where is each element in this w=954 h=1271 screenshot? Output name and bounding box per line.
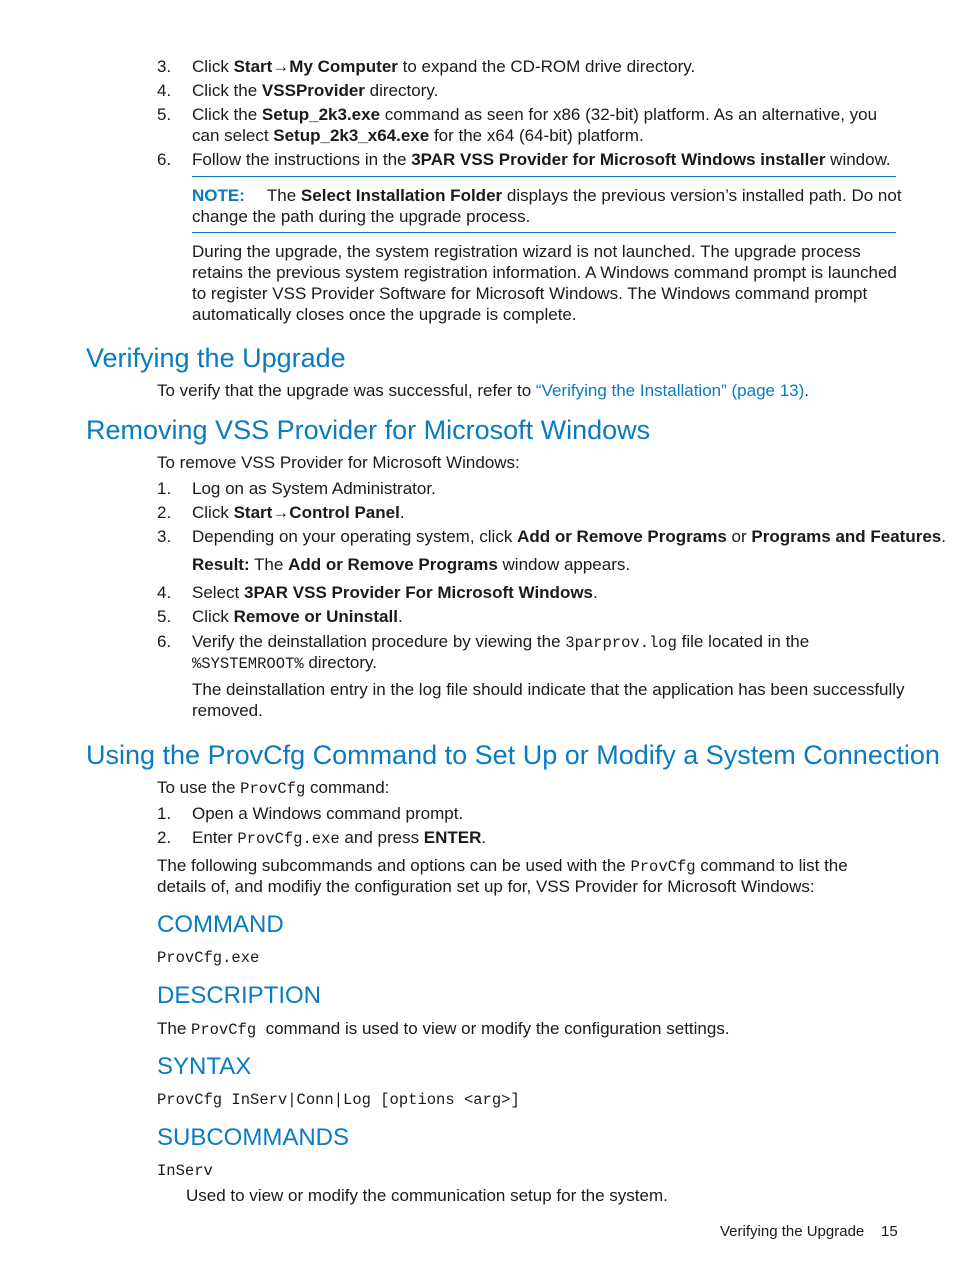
step-5-text: Click the Setup_2k3.exe command as seen for x86 (32-bit) platform. As an alternative, you: [192, 105, 878, 124]
heading-using-provcfg: Using the ProvCfg Command to Set Up or Modify a System Connection: [86, 740, 940, 770]
step-number: 4.: [157, 81, 172, 100]
step-3-text: Click Start→My Computer to expand the CD-ROM drive directory.: [192, 57, 696, 76]
heading-syntax: SYNTAX: [157, 1053, 252, 1080]
step-number: 5.: [157, 607, 172, 626]
provcfg-step-2: Enter ProvCfg.exe and press ENTER.: [192, 828, 487, 848]
log-file-code: 3parprov.log: [565, 634, 677, 652]
step-number: 1.: [157, 804, 172, 823]
subcommand-inserv-text: Used to view or modify the communication setup for the system.: [186, 1186, 668, 1205]
heading-removing-vss-provider: Removing VSS Provider for Microsoft Windows: [86, 415, 651, 445]
step-6-text: Follow the instructions in the 3PAR VSS Provider for Microsoft Windows installer window.: [192, 150, 891, 169]
note-line-1: NOTE: The Select Installation Folder displays the previous version’s installed path. Do not: [192, 186, 902, 205]
step-number: 1.: [157, 479, 172, 498]
remove-step-5: Click Remove or Uninstall.: [192, 607, 403, 626]
step-number: 2.: [157, 828, 172, 847]
step-number: 3.: [157, 527, 172, 546]
remove-step-4: Select 3PAR VSS Provider For Microsoft Windows.: [192, 583, 598, 602]
note-top-rule: [192, 176, 896, 177]
provcfg-step-1: Open a Windows command prompt.: [192, 804, 464, 823]
syntax-code: ProvCfg InServ|Conn|Log [options <arg>]: [157, 1091, 520, 1109]
note-bottom-rule: [192, 232, 896, 233]
provcfg-paragraph: The following subcommands and options can be used with the ProvCfg command to list the: [157, 856, 848, 876]
note-line-2: change the path during the upgrade process.: [192, 207, 531, 226]
step-4-text: Click the VSSProvider directory.: [192, 81, 439, 100]
remove-intro: To remove VSS Provider for Microsoft Windows:: [157, 453, 520, 472]
verifying-installation-link[interactable]: “Verifying the Installation” (page 13): [535, 381, 805, 400]
heading-command: COMMAND: [157, 911, 284, 938]
remove-step-2: Click Start→Control Panel.: [192, 503, 405, 522]
step-number: 4.: [157, 583, 172, 602]
heading-subcommands: SUBCOMMANDS: [157, 1124, 350, 1151]
step-number: 6.: [157, 150, 172, 169]
upgrade-paragraph-line: to register VSS Provider Software for Microsoft Windows. The Windows command prompt: [192, 284, 868, 303]
step-number: 5.: [157, 105, 172, 124]
verify-text: To verify that the upgrade was successful, refer to “Verifying the Installation” (page 13).: [157, 381, 810, 400]
remove-step-3: Depending on your operating system, click Add or Remove Programs or Programs and Features.: [192, 527, 946, 546]
remove-result: Result: The Add or Remove Programs window appears.: [192, 555, 631, 574]
description-text: The ProvCfg command is used to view or modify the configuration settings.: [157, 1019, 730, 1039]
upgrade-paragraph-line: retains the previous system registration information. A Windows command prompt is launched: [192, 263, 897, 282]
remove-step-6-para-line2: removed.: [192, 701, 263, 720]
upgrade-paragraph-line: automatically closes once the upgrade is complete.: [192, 305, 577, 324]
remove-step-6-line2: %SYSTEMROOT% directory.: [192, 653, 377, 673]
provcfg-intro: To use the ProvCfg command:: [157, 778, 390, 798]
remove-step-1: Log on as System Administrator.: [192, 479, 436, 498]
upgrade-paragraph-line: During the upgrade, the system registration wizard is not launched. The upgrade process: [192, 242, 861, 261]
step-number: 2.: [157, 503, 172, 522]
step-number: 3.: [157, 57, 172, 76]
remove-step-6-para: The deinstallation entry in the log file should indicate that the application has been successfully: [192, 680, 905, 699]
subcommand-inserv-code: InServ: [157, 1162, 213, 1180]
heading-verifying-upgrade: Verifying the Upgrade: [86, 343, 346, 373]
note-label: NOTE:: [192, 186, 245, 205]
step-number: 6.: [157, 632, 172, 651]
provcfg-paragraph-line2: details of, and modifiy the configuration set up for, VSS Provider for Microsoft Windows:: [157, 877, 815, 896]
page-number: 15: [881, 1223, 898, 1240]
remove-step-6: Verify the deinstallation procedure by viewing the 3parprov.log file located in the: [192, 632, 810, 652]
systemroot-code: %SYSTEMROOT%: [192, 655, 304, 673]
footer-section-title: Verifying the Upgrade: [720, 1223, 865, 1240]
step-5-text-line2: can select Setup_2k3_x64.exe for the x64 (64-bit) platform.: [192, 126, 644, 145]
command-code: ProvCfg.exe: [157, 949, 260, 967]
heading-description: DESCRIPTION: [157, 982, 322, 1009]
